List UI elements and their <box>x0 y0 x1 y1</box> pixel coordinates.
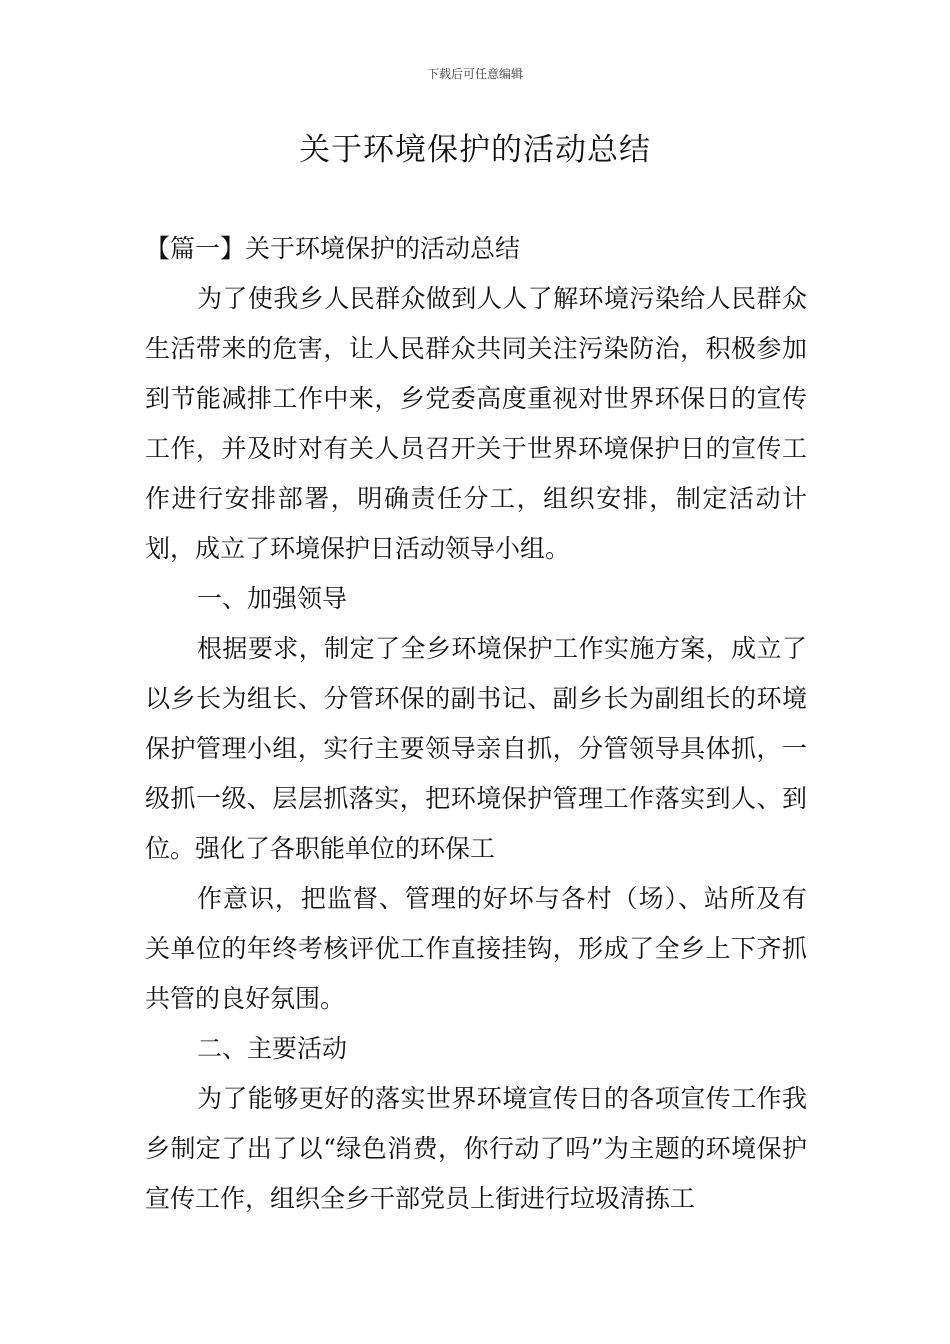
heading-strengthen-leadership: 一、加强领导 <box>197 584 348 613</box>
header-note: 下载后可任意编辑 <box>426 67 523 81</box>
paragraph-leadership: 根据要求，制定了全乡环境保护工作实施方案，成立了以乡长为组长、分管环保的副书记、副乡长为副组长的环境保护管理小组，实行主要领导亲自抓，分管领导具体抓，一级抓一级、层层抓落实，把环境保护管理工作落实到人、到位。强化了各职能单位的环保工 <box>145 634 807 863</box>
heading-main-activities: 二、主要活动 <box>197 1034 348 1063</box>
section-subtitle: 【篇一】关于环境保护的活动总结 <box>145 234 521 263</box>
document-body <box>145 224 807 1224</box>
paragraph-activities: 为了能够更好的落实世界环境宣传日的各项宣传工作我乡制定了出了以“绿色消费，你行动了吗”为主题的环境保护宣传工作，组织全乡干部党员上街进行垃圾清拣工 <box>145 1084 807 1213</box>
paragraph-intro: 为了使我乡人民群众做到人人了解环境污染给人民群众生活带来的危害，让人民群众共同关注污染防治，积极参加到节能减排工作中来，乡党委高度重视对世界环保日的宣传工作，并及时对有关人员召开关于世界环境保护日的宣传工作进行安排部署，明确责任分工，组织安排，制定活动计划，成立了环境保护日活动领导小组。 <box>145 284 807 563</box>
paragraph-awareness: 作意识，把监督、管理的好坏与各村（场）、站所及有关单位的年终考核评优工作直接挂钩，形成了全乡上下齐抓共管的良好氛围。 <box>145 884 807 1013</box>
document-title: 关于环境保护的活动总结 <box>299 132 651 168</box>
